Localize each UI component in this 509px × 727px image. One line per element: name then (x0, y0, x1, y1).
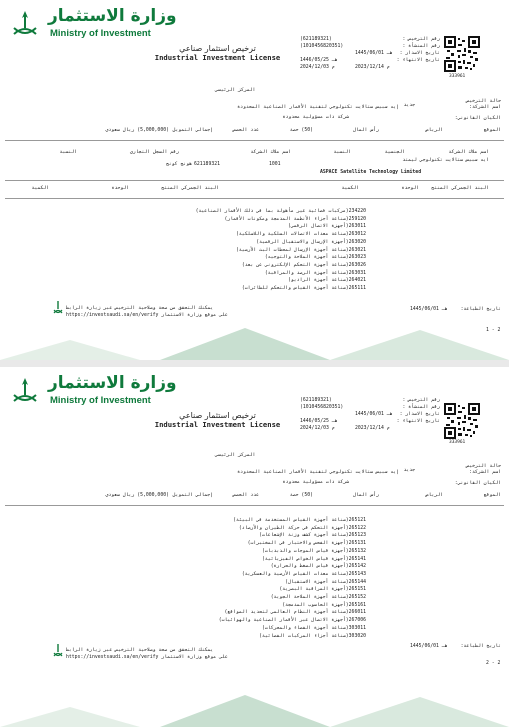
investors-header-percent: النسبة (59, 150, 77, 155)
legal-form: شركة ذات مسؤولية محدودة (282, 115, 349, 120)
ministry-logo (8, 373, 177, 409)
funding-label: إجمالي التمويل (172, 128, 213, 133)
facility-number: (1010456820351) (300, 44, 344, 50)
divider (5, 140, 504, 141)
logo-text-en: Ministry of Investment (50, 28, 151, 39)
capital-label: رأس المال (353, 128, 379, 133)
activity-item: 266011(صناعة أجهزة النظام العالمي لتحديد المواقع) (224, 610, 366, 616)
activity-item: 263012(صناعة معدات الاتصالات السلكية واللاسلكية) (236, 232, 366, 238)
decorative-footer (0, 687, 509, 727)
funding-value: (5,000,000) ريال سعودي (105, 128, 169, 133)
location-value: الرياض (425, 128, 443, 133)
print-date-value: 1445/06/01 هـ (410, 307, 448, 312)
funding-label: إجمالي التمويل (172, 493, 213, 498)
expiry-date-g: 2024/12/03 م (300, 426, 335, 432)
verify-note (66, 648, 228, 661)
divider (5, 505, 504, 506)
issue-date-g: 2023/12/14 م (355, 426, 390, 432)
issue-date-h: 1445/06/01 هـ (355, 412, 393, 418)
funding-value: (5,000,000) ريال سعودي (105, 493, 169, 498)
verify-link[interactable]: https://investsaudi.sa/en/verify على موقع وزارة الاستثمار (66, 654, 228, 660)
facility-number-label: رقم المنشأة : (402, 44, 440, 50)
qr-code-icon (444, 36, 480, 72)
legal-form-label: الكيان القانوني: (454, 116, 501, 121)
license-title (150, 411, 285, 429)
shares-label: عدد الحصص (233, 493, 259, 498)
investors-header-name: اسم ملاك الشركة (448, 150, 489, 155)
status-label: حالة الترخيص (466, 99, 501, 104)
page-number: 1 - 2 (486, 328, 501, 333)
print-date-label: تاريخ الطباعة: (460, 307, 501, 312)
table-header-c4: البند الجمركي المنتج (161, 186, 219, 191)
expiry-date-h: 1446/05/25 هـ (300, 419, 338, 425)
company-name-label: اسم الشركة: (469, 470, 501, 475)
expiry-date-h: 1446/05/25 هـ (300, 58, 338, 64)
license-title-en: Industrial Investment License (154, 420, 281, 429)
hq-label: المركز الرئيسي (215, 88, 256, 93)
investors-header-cr: رقم السجل التجاري (129, 150, 179, 155)
table-header-c5: الوحدة (111, 186, 129, 191)
expiry-date-label: تاريخ الانتهاء : (396, 58, 440, 64)
decorative-footer (0, 320, 509, 360)
license-meta (300, 36, 440, 71)
investor-cr: 621189321 (194, 162, 220, 167)
logo-text-ar: وزارة الاستثمار (48, 6, 177, 26)
license-number-label: رقم الترخيص : (402, 398, 440, 403)
activity-item: 263023(صناعة أجهزة الملاحة والتوجيه) (264, 255, 366, 261)
issue-date-g: 2023/12/14 م (355, 65, 390, 71)
qr-number: 333961 (449, 74, 466, 79)
status-value: جديد (403, 103, 415, 108)
activity-item: 303020(صناعة أجزاء المركبات الفضائية) (259, 633, 366, 639)
expiry-date-g: 2024/12/03 م (300, 65, 335, 71)
saudi-emblem-icon (52, 643, 64, 659)
license-number: (621189321) (300, 37, 332, 42)
facility-number: (1010456820351) (300, 405, 344, 411)
activity-item: 267006(أجهزة الاتصال عبر الأقمار الصناعية والهوائيات) (218, 618, 366, 624)
saudi-emblem-icon (8, 8, 42, 42)
activity-item: 265123(صناعة أجهزة كشف وزنة الإشعاعات) (259, 533, 366, 539)
divider (5, 198, 504, 199)
activity-item: 265111(صناعة أجهزة القياس والتحكم للطائرات) (241, 286, 366, 292)
investor-nat: هونج كونج (166, 162, 192, 167)
shares-value: (50) حصة (289, 128, 313, 133)
legal-form-label: الكيان القانوني: (454, 481, 501, 486)
activity-item: 263011(أجهزة الاتصال الرقمي) (288, 224, 366, 230)
company-name: إيه سبيس ستالايت تكنولوجي لتقنية الأقمار الصناعية المحدودة (237, 105, 399, 110)
capital-label: رأس المال (353, 493, 379, 498)
page-number: 2 - 2 (486, 661, 501, 666)
table-header-c6: الكمية (31, 186, 49, 191)
qr-code-icon (444, 403, 480, 439)
investors-header-arname: اسم ملاك الشركة (250, 150, 291, 155)
legal-form: شركة ذات مسؤولية محدودة (282, 480, 349, 485)
saudi-emblem-icon (52, 300, 64, 316)
activity-item: 265161(أجهزة الحاسوب المدمجة) (282, 602, 366, 608)
activity-item: 303011(صناعة أجهزة الفضاء والمحركات) (262, 625, 366, 631)
activity-item: 263020(أجهزة الإرسال والاستقبال الرقمية) (256, 239, 366, 245)
activity-item: 265144(صناعة أجهزة الاستقبال) (285, 579, 366, 585)
activity-item: 265122(أجهزة التحكم في حركة الطيران والأرصاد) (238, 525, 366, 531)
license-title-ar: ترخيص استثمار صناعي (179, 44, 256, 53)
logo-text-ar: وزارة الاستثمار (48, 373, 177, 393)
issue-date-label: تاريخ الاصدار : (399, 412, 440, 418)
investor-ar-name: ايه سبيس ستالايت تكنولوجي ليمتد (402, 158, 489, 163)
facility-number-label: رقم المنشأة : (402, 405, 440, 411)
license-number: (621189321) (300, 398, 332, 403)
activity-item: 263026(صناعة أجهزة التحكم الإلكتروني عن بعد) (241, 262, 366, 268)
expiry-date-label: تاريخ الانتهاء : (396, 419, 440, 425)
activity-item: 265142(أجهزة قياس الضغط والحرارة) (270, 564, 366, 570)
activity-item: 265143(صناعة معدات القياس الأرضية والعسكرية) (241, 571, 366, 577)
verify-note (66, 306, 228, 319)
table-header-c1: البند الجمركي المنتج (431, 186, 489, 191)
divider (5, 180, 504, 181)
issue-date-h: 1445/06/01 هـ (355, 51, 393, 57)
location-value: الرياض (425, 493, 443, 498)
license-page-1 (0, 0, 509, 360)
location-label: الموقع (483, 128, 501, 133)
investors-header-nat: الجنسية (384, 150, 405, 155)
activity-item: 265141(أجهزة قياس الخواص الفيزيائية) (262, 556, 366, 562)
license-title-en: Industrial Investment License (154, 53, 281, 62)
investor-name: ASPACE Satellite Technology Limited (320, 170, 422, 175)
license-meta (300, 397, 440, 432)
table-header-c3: الكمية (341, 186, 359, 191)
company-name: إيه سبيس ستالايت تكنولوجي لتقنية الأقمار الصناعية المحدودة (237, 470, 399, 475)
license-page-2 (0, 367, 509, 727)
status-label: حالة الترخيص (466, 464, 501, 469)
status-value: جديد (403, 468, 415, 473)
activity-item: 234220(مركبات فضائية غير مأهولة بما في ذلك الأقمار الصناعية) (195, 209, 366, 214)
location-label: الموقع (483, 493, 501, 498)
hq-label: المركز الرئيسي (215, 453, 256, 458)
investor-share: 1001 (269, 162, 281, 167)
activity-item: 265151(أجهزة المراقبة البصرية) (279, 587, 366, 593)
investors-header-share: النسبة (333, 150, 351, 155)
saudi-emblem-icon (8, 375, 42, 409)
ministry-logo (8, 6, 177, 42)
verify-link[interactable]: https://investsaudi.sa/en/verify على موقع وزارة الاستثمار (66, 312, 228, 318)
table-header-c2: الوحدة (401, 186, 419, 191)
license-title (150, 44, 285, 62)
activity-item: 264021(صناعة أجهزة الراديو) (288, 278, 366, 284)
activities-list-1 (196, 208, 366, 293)
shares-value: (50) حصة (289, 493, 313, 498)
activities-list-2 (219, 517, 366, 640)
print-date-value: 1445/06/01 هـ (410, 644, 448, 649)
verify-line-1: يمكنك التحقق من صحة وصلاحية الترخيص عبر زيارة الرابط (66, 648, 214, 653)
activity-item: 265132(أجهزة قياس الموجات والذبذبات) (262, 548, 366, 554)
activity-item: 265131(أجهزة الفحص والاختبار في المختبرات) (247, 541, 366, 547)
logo-text-en: Ministry of Investment (50, 395, 151, 406)
company-name-label: اسم الشركة: (469, 105, 501, 110)
issue-date-label: تاريخ الاصدار : (399, 51, 440, 57)
license-title-ar: ترخيص استثمار صناعي (179, 411, 256, 420)
qr-number: 333961 (449, 440, 466, 445)
activity-item: 263021(صناعة أجهزة الإرسال لمحطات البث الأرضية) (236, 247, 366, 253)
verify-line-1: يمكنك التحقق من صحة وصلاحية الترخيص عبر زيارة الرابط (66, 306, 214, 311)
print-date-label: تاريخ الطباعة: (460, 644, 501, 649)
activity-item: 259120(صناعة أجزاء الأنظمة المدمجة ومكونات الأقمار) (224, 216, 366, 222)
shares-label: عدد الحصص (233, 128, 259, 133)
activity-item: 265152(صناعة أجهزة الملاحة الجوية) (270, 595, 366, 601)
activity-item: 263031(صناعة أجهزة الرصد والمراقبة) (264, 270, 366, 276)
license-number-label: رقم الترخيص : (402, 37, 440, 42)
activity-item: 265121(صناعة أجهزة القياس المستخدمة في البيئة) (233, 518, 366, 523)
